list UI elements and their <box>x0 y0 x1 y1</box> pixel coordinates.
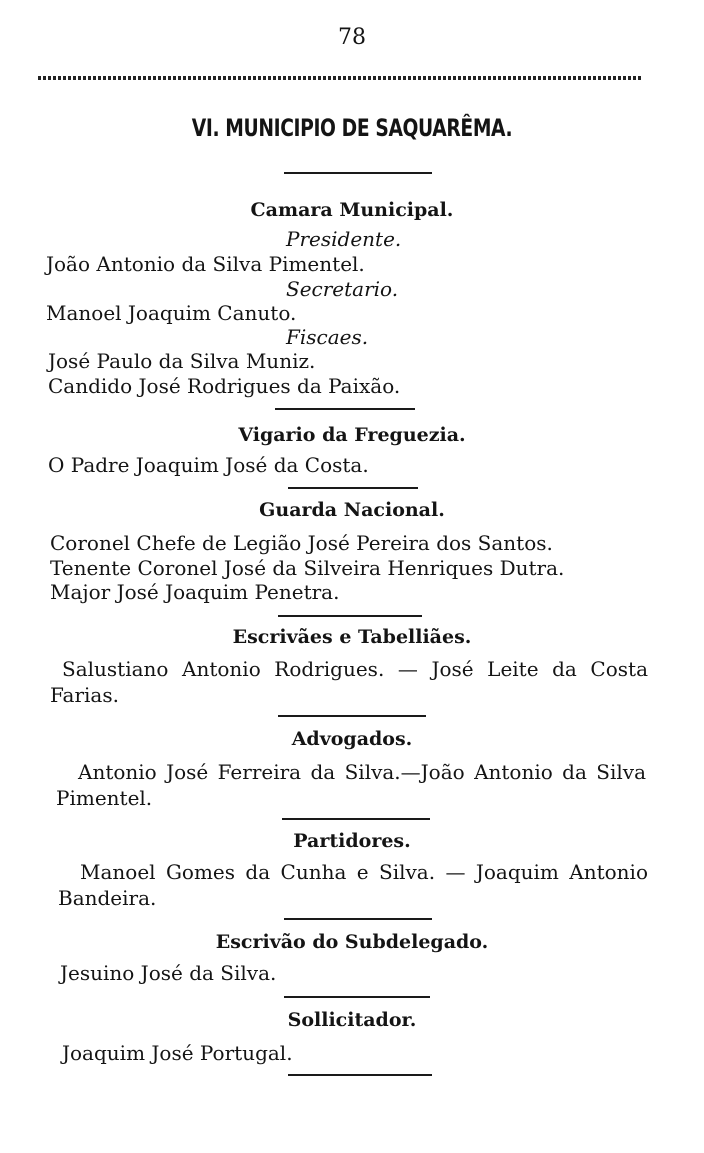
guarda-officer: Coronel Chefe de Legião José Pereira dos Santos. <box>50 531 553 555</box>
presidente-name: João Antonio da Silva Pimentel. <box>46 252 365 276</box>
section-divider <box>288 1074 432 1076</box>
fiscal-name: Candido José Rodrigues da Paixão. <box>48 374 401 398</box>
section-divider <box>278 715 426 717</box>
fiscal-name: José Paulo da Silva Muniz. <box>48 349 316 373</box>
sollicitador-heading: Sollicitador. <box>287 1009 417 1031</box>
header-ornamental-rule <box>38 76 643 80</box>
secretario-name: Manoel Joaquim Canuto. <box>46 301 297 325</box>
escrivaes-text: Salustiano Antonio Rodrigues. — José Leite da Costa Farias. <box>50 657 648 707</box>
advogados-heading: Advogados. <box>291 728 413 750</box>
page-title: VI. MUNICIPIO DE SAQUARÊMA. <box>191 114 513 142</box>
partidores-heading: Partidores. <box>293 830 411 852</box>
section-divider <box>275 408 415 410</box>
role-presidente: Presidente. <box>286 227 402 251</box>
partidores-text: Manoel Gomes da Cunha e Silva. — Joaquim Antonio Bandeira. <box>58 860 648 910</box>
section-divider <box>284 996 430 998</box>
escrivao-subdelegado-name: Jesuino José da Silva. <box>60 961 277 985</box>
advogados-text: Antonio José Ferreira da Silva.—João Antonio da Silva Pimentel. <box>56 760 646 810</box>
guarda-officer: Major José Joaquim Penetra. <box>50 580 340 604</box>
section-divider <box>284 918 432 920</box>
section-divider <box>288 487 418 489</box>
role-fiscaes: Fiscaes. <box>286 325 369 349</box>
page-number: 78 <box>338 25 366 50</box>
guarda-officer: Tenente Coronel José da Silveira Henriques Dutra. <box>50 556 565 580</box>
camara-heading: Camara Municipal. <box>250 199 454 221</box>
section-divider <box>282 818 430 820</box>
vigario-name: O Padre Joaquim José da Costa. <box>48 453 369 477</box>
guarda-heading: Guarda Nacional. <box>259 499 445 521</box>
sollicitador-name: Joaquim José Portugal. <box>62 1041 293 1065</box>
role-secretario: Secretario. <box>286 277 399 301</box>
escrivaes-heading: Escrivães e Tabelliães. <box>232 626 472 648</box>
escrivao-subdelegado-heading: Escrivão do Subdelegado. <box>215 931 489 953</box>
vigario-heading: Vigario da Freguezia. <box>238 424 466 446</box>
section-divider <box>284 172 432 174</box>
section-divider <box>278 615 422 617</box>
